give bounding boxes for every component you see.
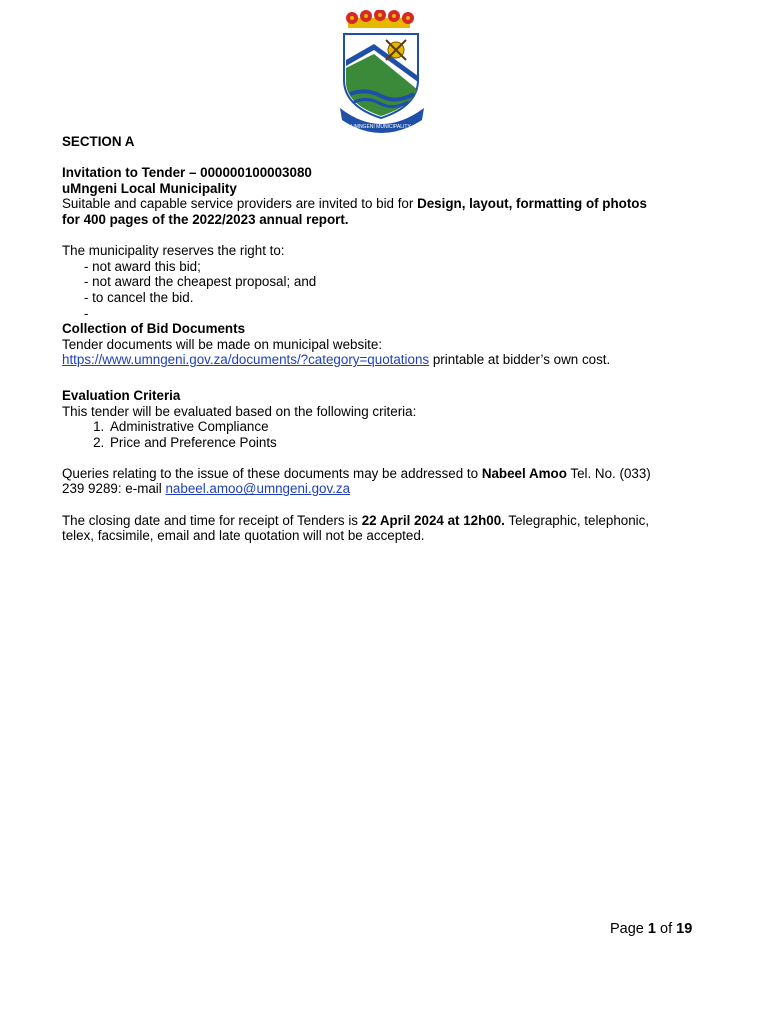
organisation-name: uMngeni Local Municipality [62,180,237,196]
closing-line-2: telex, facsimile, email and late quotation will not be accepted. [62,528,425,544]
collection-heading: Collection of Bid Documents [62,321,246,337]
page-number: Page 1 of 19 [610,921,693,937]
reserve-item: - not award this bid; [84,258,201,274]
reserve-item: - to cancel the bid. [84,289,194,305]
tender-title: Invitation to Tender – 000000100003080 [62,165,312,181]
email-link[interactable]: nabeel.amoo@umngeni.gov.za [165,481,351,497]
contact-name: Nabeel Amoo [481,465,567,481]
queries-line-1: Queries relating to the issue of these documents may be addressed to Nabeel Amoo Tel. No. (033) [62,465,651,481]
municipal-crest [334,10,430,136]
closing-line-1: The closing date and time for receipt of Tenders is 22 April 2024 at 12h00. Telegraphic, telephonic, [62,512,650,528]
reserve-item: - not award the cheapest proposal; and [84,274,317,290]
tender-notice [62,134,712,544]
evaluation-heading: Evaluation Criteria [62,387,181,403]
reserve-item: - [84,305,89,321]
criteria-list [62,419,712,450]
closing-date: 22 April 2024 at 12h00. [361,512,505,528]
collection-link-line: https://www.umngeni.gov.za/documents/?category=quotations printable at bidder’s own cost. [62,352,611,368]
evaluation-text: This tender will be evaluated based on the following criteria: [62,403,417,419]
criteria-item: 1. Administrative Compliance [108,419,712,435]
intro-line-2: for 400 pages of the 2022/2023 annual report. [62,211,349,227]
quotations-link[interactable]: https://www.umngeni.gov.za/documents/?category=quotations [62,352,430,368]
intro-line-1: Suitable and capable service providers are invited to bid for Design, layout, formatting of photos [62,196,647,212]
criteria-item: 2. Price and Preference Points [108,435,712,451]
svg-text:UMNGENI MUNICIPALITY: UMNGENI MUNICIPALITY [351,124,411,130]
section-heading: SECTION A [62,134,135,149]
crown-flowers [346,10,414,28]
collection-text: Tender documents will be made on municipal website: [62,336,383,352]
reserves-heading: The municipality reserves the right to: [62,243,285,259]
queries-line-2: 239 9289: e-mail nabeel.amoo@umngeni.gov.za [62,481,351,497]
